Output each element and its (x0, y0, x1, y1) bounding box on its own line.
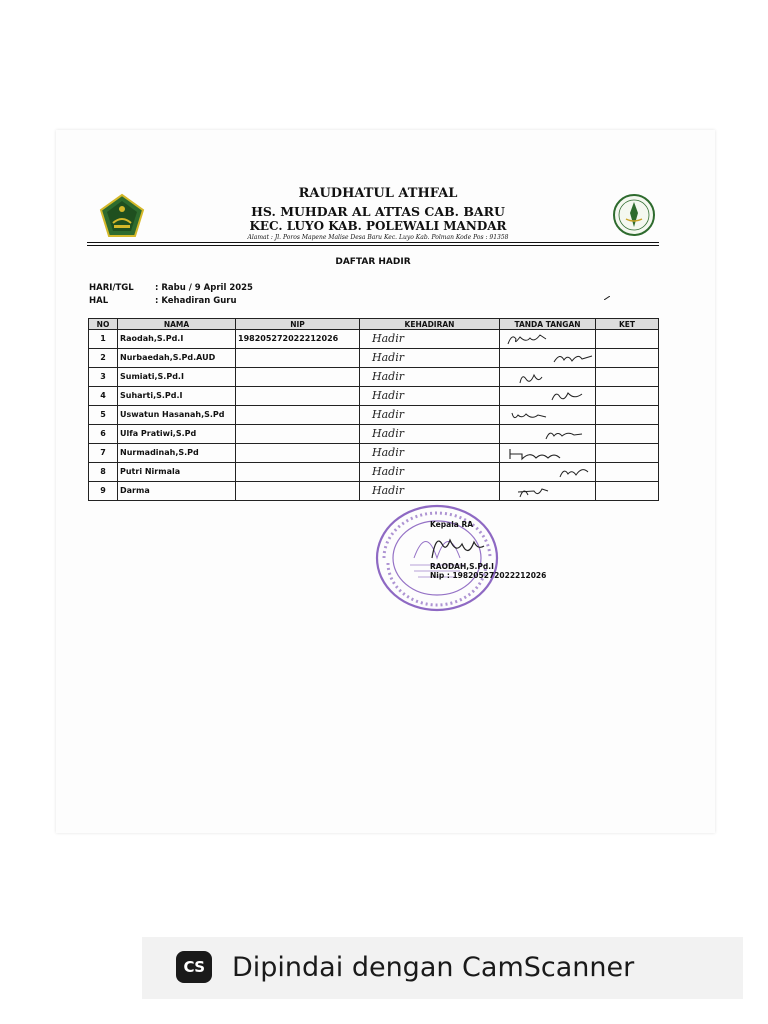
handwritten-attendance: Hadir (372, 484, 404, 497)
signer-role: Kepala RA (430, 520, 474, 529)
header-divider (87, 242, 659, 243)
table-header-row (89, 319, 659, 330)
handwritten-signature (502, 331, 598, 348)
handwritten-attendance: Hadir (372, 427, 404, 440)
row-attendance (360, 425, 500, 444)
signer-nip: Nip : 198205272022212026 (430, 571, 547, 580)
subject-label: HAL (89, 296, 109, 306)
row-ket (596, 406, 659, 425)
handwritten-signature (502, 350, 598, 367)
row-attendance (360, 463, 500, 482)
row-name: Raodah,S.Pd.I (118, 330, 236, 349)
col-header-nip: NIP (236, 319, 360, 330)
school-branch: HS. MUHDAR AL ATTAS CAB. BARU (251, 204, 505, 219)
col-header-attendance: KEHADIRAN (360, 319, 500, 330)
table-row (89, 444, 659, 463)
school-address: Alamat : Jl. Poros Mapene Malise Desa Baru Kec. Luyo Kab. Polman Kode Pos : 91358 (247, 234, 509, 241)
handwritten-attendance: Hadir (372, 465, 404, 478)
row-attendance (360, 330, 500, 349)
row-signature (500, 444, 596, 463)
row-ket (596, 368, 659, 387)
kemenag-logo-icon (99, 193, 145, 239)
table-row (89, 368, 659, 387)
row-name: Putri Nirmala (118, 463, 236, 482)
row-signature (500, 463, 596, 482)
row-name: Nurbaedah,S.Pd.AUD (118, 349, 236, 368)
row-no: 7 (89, 444, 118, 463)
row-signature (500, 368, 596, 387)
row-ket (596, 387, 659, 406)
row-nip (236, 482, 360, 501)
row-attendance (360, 368, 500, 387)
handwritten-attendance: Hadir (372, 389, 404, 402)
handwritten-signature (502, 483, 598, 500)
row-ket (596, 444, 659, 463)
row-ket (596, 330, 659, 349)
handwritten-attendance: Hadir (372, 446, 404, 459)
row-signature (500, 482, 596, 501)
handwritten-signature (502, 464, 598, 481)
header-divider-thin (87, 245, 659, 246)
principal-signature (428, 530, 498, 562)
row-nip (236, 406, 360, 425)
table-row (89, 425, 659, 444)
ra-emblem-icon (612, 193, 656, 237)
row-nip (236, 444, 360, 463)
row-ket (596, 425, 659, 444)
day-label: HARI/TGL (89, 283, 134, 293)
handwritten-signature (502, 426, 598, 443)
handwritten-signature (502, 445, 598, 462)
pen-mark (604, 296, 610, 300)
day-value: : Rabu / 9 April 2025 (155, 283, 253, 293)
row-ket (596, 482, 659, 501)
row-no: 8 (89, 463, 118, 482)
attendance-table (88, 318, 659, 501)
row-no: 1 (89, 330, 118, 349)
row-signature (500, 349, 596, 368)
row-signature (500, 406, 596, 425)
row-name: Suharti,S.Pd.I (118, 387, 236, 406)
row-attendance (360, 349, 500, 368)
camscanner-banner (142, 937, 743, 999)
row-name: Uswatun Hasanah,S.Pd (118, 406, 236, 425)
table-row (89, 387, 659, 406)
subject-value: : Kehadiran Guru (155, 296, 237, 306)
row-attendance (360, 406, 500, 425)
row-name: Darma (118, 482, 236, 501)
row-nip (236, 368, 360, 387)
col-header-no: NO (89, 319, 118, 330)
table-row (89, 463, 659, 482)
row-signature (500, 425, 596, 444)
row-signature (500, 387, 596, 406)
row-nip (236, 425, 360, 444)
row-no: 6 (89, 425, 118, 444)
col-header-signature: TANDA TANGAN (500, 319, 596, 330)
row-nip (236, 349, 360, 368)
row-name: Nurmadinah,S.Pd (118, 444, 236, 463)
camscanner-badge-text: CS (183, 958, 205, 976)
row-no: 2 (89, 349, 118, 368)
school-name: RAUDHATUL ATHFAL (298, 186, 458, 201)
row-attendance (360, 444, 500, 463)
table-row (89, 406, 659, 425)
row-nip: 198205272022212026 (236, 330, 360, 349)
handwritten-signature (502, 388, 598, 405)
handwritten-signature (502, 407, 598, 424)
col-header-name: NAMA (118, 319, 236, 330)
signer-name: RAODAH,S.Pd.I (430, 562, 494, 571)
col-header-ket: KET (596, 319, 659, 330)
row-nip (236, 387, 360, 406)
handwritten-signature (502, 369, 598, 386)
row-ket (596, 463, 659, 482)
row-name: Ulfa Pratiwi,S.Pd (118, 425, 236, 444)
row-attendance (360, 482, 500, 501)
camscanner-logo-icon (176, 951, 212, 983)
table-row (89, 349, 659, 368)
row-no: 4 (89, 387, 118, 406)
handwritten-attendance: Hadir (372, 332, 404, 345)
handwritten-attendance: Hadir (372, 351, 404, 364)
row-signature (500, 330, 596, 349)
row-attendance (360, 387, 500, 406)
row-name: Sumiati,S.Pd.I (118, 368, 236, 387)
row-nip (236, 463, 360, 482)
row-no: 3 (89, 368, 118, 387)
table-row (89, 482, 659, 501)
row-ket (596, 349, 659, 368)
table-row (89, 330, 659, 349)
school-district: KEC. LUYO KAB. POLEWALI MANDAR (249, 219, 507, 233)
row-no: 9 (89, 482, 118, 501)
handwritten-attendance: Hadir (372, 370, 404, 383)
row-no: 5 (89, 406, 118, 425)
document-title: DAFTAR HADIR (335, 257, 411, 267)
handwritten-attendance: Hadir (372, 408, 404, 421)
camscanner-label: Dipindai dengan CamScanner (232, 952, 635, 983)
